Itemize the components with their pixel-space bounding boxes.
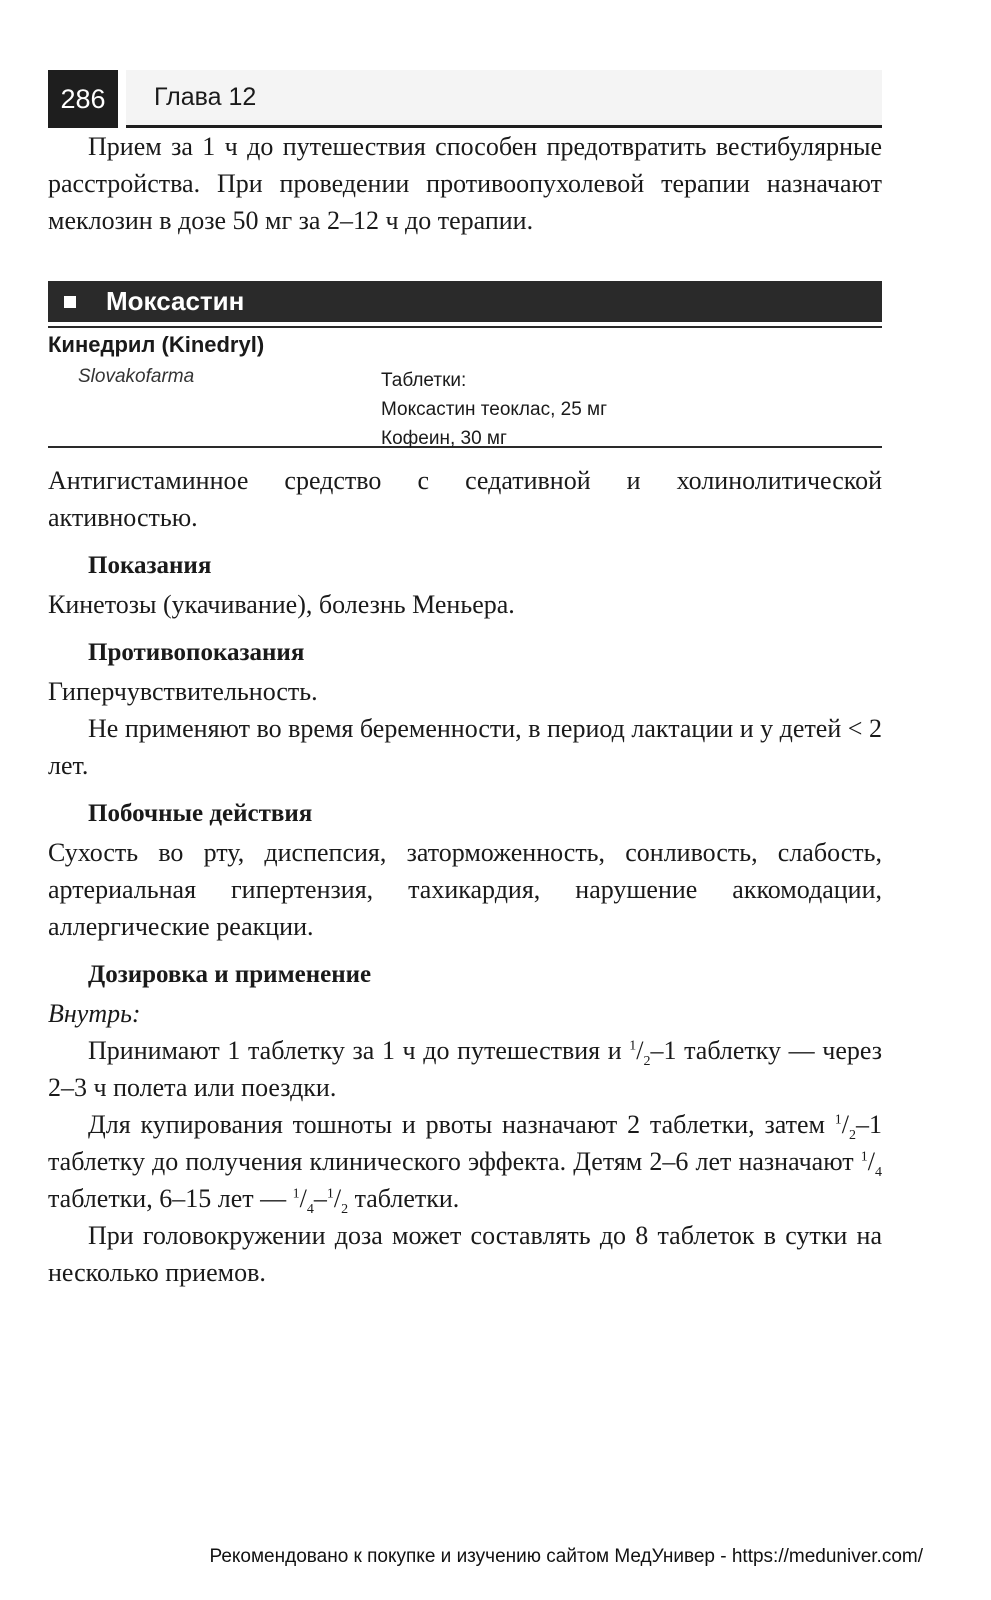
running-header xyxy=(48,70,882,128)
dosage-heading: Дозировка и применение xyxy=(88,961,372,988)
composition-line: Кофеин, 30 мг xyxy=(381,428,507,449)
side-effects-heading: Побочные действия xyxy=(88,800,313,827)
indications-heading: Показания xyxy=(88,552,212,579)
composition-line: Моксастин теоклас, 25 мг xyxy=(381,399,608,420)
description: Антигистаминное средство с седативной и холинолитической активностью. xyxy=(48,466,882,532)
product-name: Кинедрил (Kinedryl) xyxy=(48,332,265,357)
book-page xyxy=(48,70,882,1291)
dosage-paragraph-2: Для купирования тошноты и рвоты назначают 2 таблетки, затем $^1/_2-1$ таблетку до получения клинического эффекта. Детям 2–6 лет назначают $^1/_4$ таблетки, 6–15 лет — $^1/_4-^1/_2$ таблетки. xyxy=(48,1110,882,1218)
indications-text: Кинетозы (укачивание), болезнь Меньера. xyxy=(48,590,515,619)
page-number: 286 xyxy=(48,70,118,128)
dosage-paragraph-3: При головокружении доза может составлять до 8 таблеток в сутки на несколько приемов. xyxy=(48,1221,882,1287)
footer-link-text[interactable]: Рекомендовано к покупке и изучению сайтом МедУнивер - https://meduniver.com/ xyxy=(209,1546,923,1567)
dosage-route: Внутрь: xyxy=(48,999,141,1028)
square-bullet-icon xyxy=(64,296,76,308)
composition xyxy=(381,366,607,453)
section-title: Моксастин xyxy=(106,286,245,316)
intro-paragraph: Прием за 1 ч до путешествия способен предотвратить вестибулярные расстройства. При проведении противоопухолевой терапии назначают меклозин в дозе 50 мг за 2–12 ч до терапии. xyxy=(48,132,882,235)
contraindications-heading: Противопоказания xyxy=(88,639,305,666)
section-title-bar xyxy=(48,281,882,322)
dosage-paragraph-1: Принимают 1 таблетку за 1 ч до путешествия и $^1/_2-1$ таблетку — через 2–3 ч полета или поездки. xyxy=(48,1036,882,1102)
chapter-title: Глава 12 xyxy=(126,70,882,128)
contraindications-note: Не применяют во время беременности, в период лактации и у детей < 2 лет. xyxy=(48,714,882,780)
side-effects-text: Сухость во рту, диспепсия, заторможенность, сонливость, слабость, артериальная гипертензия, тахикардия, нарушение аккомодации, аллергические реакции. xyxy=(48,838,882,941)
manufacturer: Slovakofarma xyxy=(78,366,195,387)
product-block xyxy=(48,328,882,448)
composition-line: Таблетки: xyxy=(381,370,467,391)
contraindications-text: Гиперчувствительность. xyxy=(48,677,318,706)
